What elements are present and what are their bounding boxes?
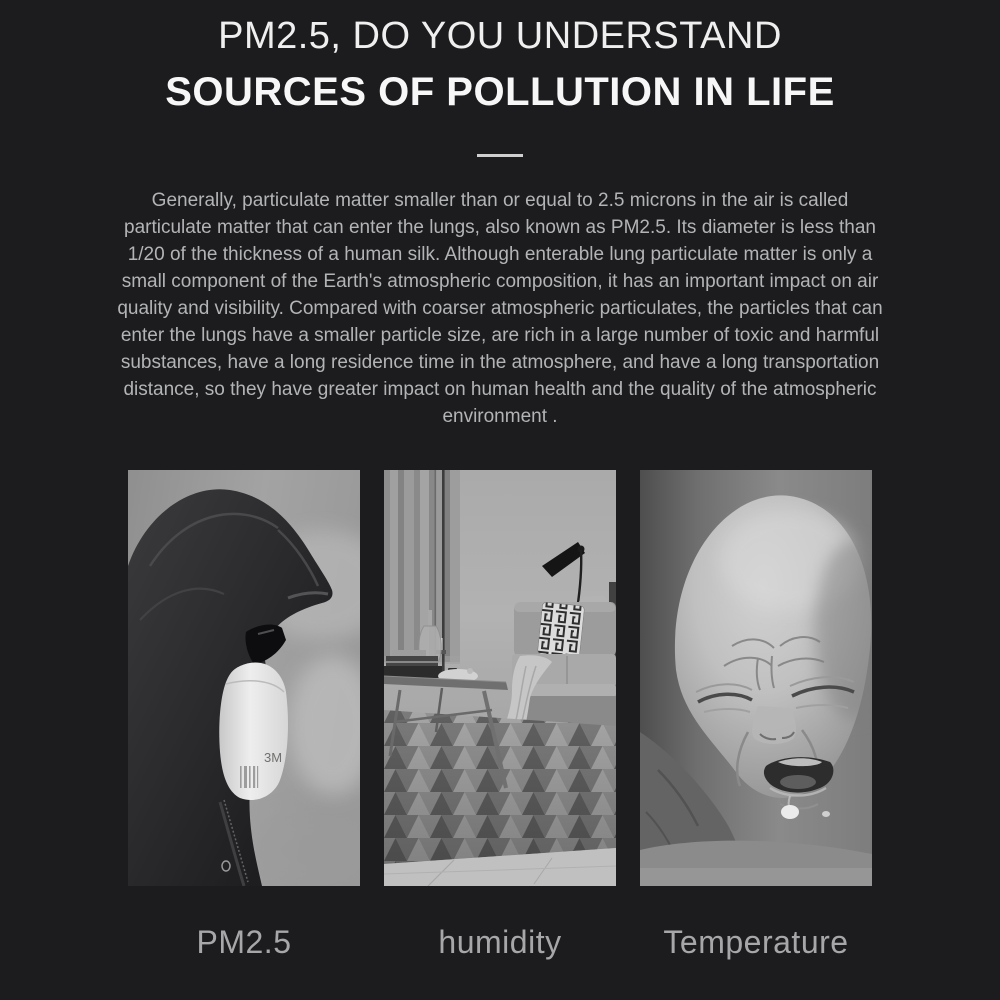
figure-row <box>128 470 872 886</box>
divider-line <box>477 154 523 157</box>
figure-temperature <box>640 470 872 886</box>
photo-man-wearing-3m-mask-icon <box>128 470 360 886</box>
page-subtitle: SOURCES OF POLLUTION IN LIFE <box>165 69 835 114</box>
figure-humidity <box>384 470 616 886</box>
figure-label-pm25: PM2.5 <box>196 924 292 960</box>
figure-section <box>128 470 872 961</box>
page-title: PM2.5, DO YOU UNDERSTAND <box>218 15 782 57</box>
poster-header <box>0 0 1000 157</box>
figure-label-humidity: humidity <box>438 924 562 960</box>
figure-label-temperature: Temperature <box>663 924 849 960</box>
figure-pm25 <box>128 470 360 886</box>
photo-crying-baby-icon <box>640 470 872 886</box>
figure-labels <box>128 924 872 961</box>
mask-brand-text: 3M <box>264 750 283 765</box>
intro-paragraph: Generally, particulate matter smaller than or equal to 2.5 microns in the air is called particulate matter that can enter the lungs, also known as PM2.5. Its diameter is less than 1/20 of the thickness of a human silk. Although enterable lung particulate matter is only a small component of the Earth's atmospheric composition, it has an important impact on air quality and visibility. Compared with coarser atmospheric particulates, the particles that can enter the lungs have a smaller particle size, are rich in a large number of toxic and harmful substances, have a long residence time in the atmosphere, and have a long transportation distance, so they have greater impact on human health and the quality of the atmospheric environment . <box>117 189 883 427</box>
photo-living-room-icon <box>384 470 616 886</box>
